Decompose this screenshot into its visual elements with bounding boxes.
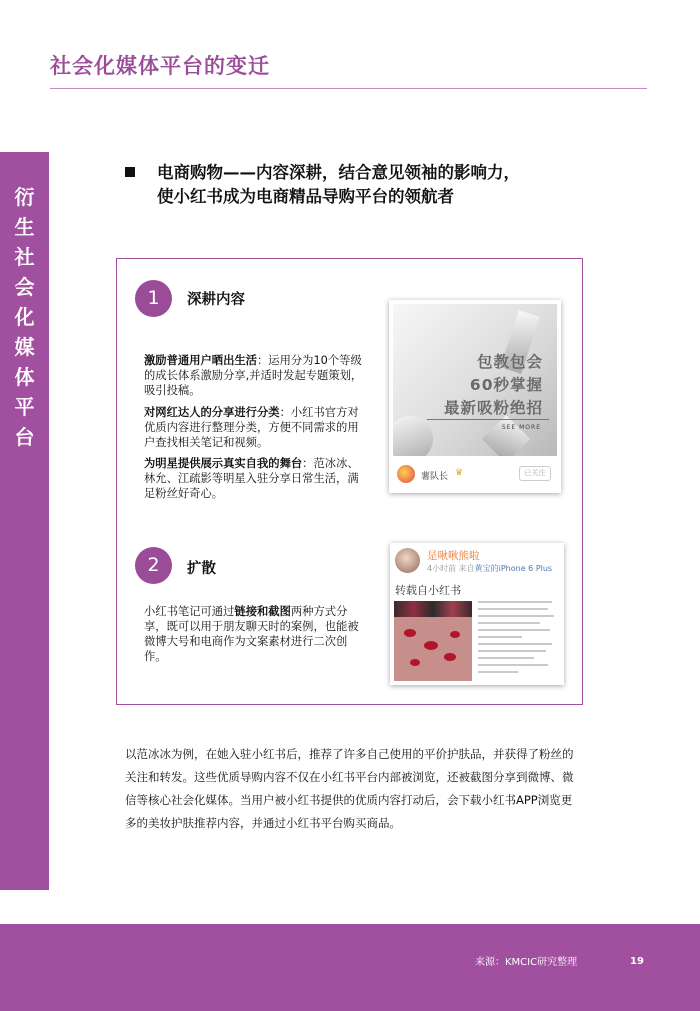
username: 薯队长 [421,472,449,482]
source-note: 来源：KMCIC研究整理 [475,957,578,968]
side-bar-char: 生 [14,215,35,239]
bullet-icon [125,167,135,177]
paragraph-bold: 对网红达人的分享进行分类 [144,406,280,419]
paragraph-bold: 为明星提供展示真实自我的舞台 [144,457,303,470]
paragraph-text: 小红书笔记可通过 [144,605,235,618]
paragraph-text: 两种方式分享，既可以用于朋友聊天时的案例，也能被微博大号和电商作为文案素材进行二次创作。 [144,605,359,663]
paragraph-bold: 激励普通用户晒出生活 [144,354,257,367]
side-bar-char: 平 [14,395,35,419]
promo-divider [427,419,549,420]
side-bar-char: 化 [14,305,35,329]
see-more-label: SEE MORE [501,424,541,431]
promo-line: 包教包会 [476,353,543,371]
page-title: 社会化媒体平台的变迁 [50,54,270,78]
post-time: 4小时前 [427,564,457,573]
paragraph [144,353,366,398]
swatch-mark [444,653,456,661]
lipstick-row [394,601,472,617]
side-bar-char: 社 [14,245,35,269]
summary-paragraph: 以范冰冰为例，在她入驻小红书后，推荐了许多自己使用的平价护肤品，并获得了粉丝的关注和转发。这些优质导购内容不仅在小红书平台内部被浏览，还被截图分享到微博、微信等核心社会化媒体。当用户被小红书提供的优质内容打动后，会下载小红书APP浏览更多的美妆护肤推荐内容，并通过小红书平台购买商品。 [125,747,574,830]
promo-image [393,304,557,456]
promo-post-card [389,300,561,493]
paragraph-text: ：范冰冰、林允、江疏影等明星入驻分享日常生活，满足粉丝好奇心。 [144,457,359,500]
feature-box [116,258,583,705]
section-number-badge: 1 [135,280,172,317]
side-bar-char: 衍 [14,185,35,209]
follow-button: 已关注 [519,466,551,481]
post-from: 来自 [456,564,475,573]
swatch-mark [450,631,460,638]
section-title: 深耕内容 [187,292,245,308]
side-bar-char: 台 [14,425,35,449]
screenshot-text-lines [478,601,558,679]
lipstick-swatch-image [394,601,472,681]
crown-icon: ♛ [455,468,464,478]
heading-text [157,161,520,209]
swatch-mark [404,629,416,637]
weibo-post-card [390,543,564,685]
post-source: 黄宝的iPhone 6 Plus [474,564,553,573]
footer-bar [0,924,700,1011]
paragraph-bold: 链接和截图 [234,605,291,618]
side-bar-char: 媒 [14,335,35,359]
section-title: 扩散 [187,561,216,577]
paragraph [144,456,366,501]
heading-line: 电商购物——内容深耕，结合意见领袖的影响力， [157,163,520,182]
paragraph [144,604,366,664]
repost-title: 转载自小红书 [395,584,461,597]
paragraph-text: ：运用分为10个等级的成长体系激励分享,并适时发起专题策划，吸引投稿。 [144,354,363,397]
avatar [395,548,420,573]
side-bar-label [0,182,49,452]
swatch-mark [424,641,438,650]
paragraph [144,405,366,450]
side-bar-char: 体 [14,365,35,389]
promo-line: 最新吸粉绝招 [443,399,543,417]
side-bar [0,152,49,890]
title-divider [50,88,647,89]
post-meta [427,563,552,574]
paragraph-text: ：小红书官方对优质内容进行整理分类，方便不同需求的用户查找相关笔记和视频。 [144,406,359,449]
swatch-mark [410,659,420,666]
avatar [397,465,415,483]
decor-shape [393,416,433,456]
promo-line: 60秒掌握 [469,376,543,394]
decor-shape [482,415,530,456]
username: 是啾啾熊啦 [427,550,480,562]
heading-line: 使小红书成为电商精品导购平台的领航者 [157,187,454,206]
page-number: 19 [630,956,644,967]
side-bar-char: 会 [14,275,35,299]
section-number-badge: 2 [135,547,172,584]
